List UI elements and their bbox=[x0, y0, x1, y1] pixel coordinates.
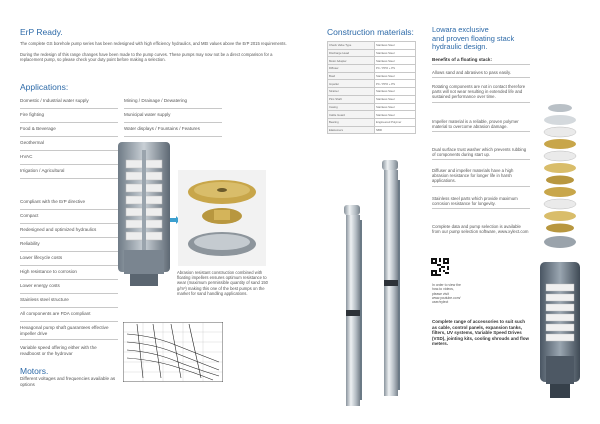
table-row bbox=[328, 111, 416, 119]
application-item: HVAC bbox=[20, 151, 118, 165]
feature-item: Variable speed offering either with the readboost or the hydrovar bbox=[20, 345, 97, 356]
table-row bbox=[328, 72, 416, 80]
material-value: Stainless Steel bbox=[375, 42, 416, 50]
material-value: Stainless Steel bbox=[375, 95, 416, 103]
impeller-parts-image bbox=[178, 170, 266, 271]
feature-item: Reliability bbox=[20, 238, 118, 252]
motors-text: Different voltages and frequencies available as options bbox=[20, 376, 116, 387]
pump-cutaway-image-2 bbox=[538, 260, 582, 405]
benefit-item: Stainless steel parts which provide maximum corrosion resistance for longevity. bbox=[432, 196, 530, 209]
feature-item: Compliant with the ErP directive bbox=[20, 196, 118, 210]
benefit-item: Impeller material is a reliable, proven polymer material to overcome abrasion damage. bbox=[432, 119, 530, 132]
feature-item: All components are FDA compliant bbox=[20, 308, 118, 322]
construction-materials-title: Construction materials: bbox=[327, 27, 414, 37]
qr-code-icon[interactable] bbox=[431, 258, 449, 281]
material-value: Stainless Steel bbox=[375, 49, 416, 57]
material-part: Pins Shaft bbox=[328, 95, 375, 103]
benefit-item: Diffuser and impeller materials have a high abrasion resistance for longer life in harsh applications. bbox=[432, 168, 530, 187]
material-value: Engineered Polymer bbox=[375, 118, 416, 126]
table-row bbox=[328, 95, 416, 103]
table-row bbox=[328, 57, 416, 65]
impeller-caption: Abrasion resistant construction combined with floating impellers ensures optimum resistance to wear (maximum permissible quantity of sand 150 g/m³) making this one of the best pumps on the market for sand handling applications. bbox=[177, 270, 269, 296]
title-line-2: and proven floating stack bbox=[432, 33, 515, 43]
material-part: Elastomers bbox=[328, 126, 375, 134]
material-value: Stainless Steel bbox=[375, 57, 416, 65]
material-value: Stainless Steel bbox=[375, 72, 416, 80]
benefits-title: Benefits of a floating stack: bbox=[432, 57, 530, 65]
floating-stack-title bbox=[432, 26, 542, 52]
application-item: Fire fighting bbox=[20, 109, 118, 123]
material-part: Bearing bbox=[328, 118, 375, 126]
exploded-stack-image bbox=[540, 102, 580, 257]
material-part: Bowl bbox=[328, 72, 375, 80]
title-line-1: Lowara exclusive bbox=[432, 25, 489, 34]
material-value: NBR bbox=[375, 126, 416, 134]
pump-curve-chart-image bbox=[123, 322, 223, 387]
table-row bbox=[328, 126, 416, 134]
material-part: Cable Guard bbox=[328, 111, 375, 119]
table-row bbox=[328, 80, 416, 88]
material-part: Discharge Head bbox=[328, 49, 375, 57]
material-value: PC / PPO + PS bbox=[375, 80, 416, 88]
erp-title: ErP Ready. bbox=[20, 27, 63, 37]
erp-intro-1: The complete GS borehole pump series has been redesigned with high efficiency hydraulics, and MEI values above the ErP 2015 requirements. bbox=[20, 41, 287, 46]
erp-intro-2: During the redesign of this range changes have been made to the pump curves. These pumps may now not be a direct comparison for a replacement pump, so please check your duty point before making a selection. bbox=[20, 52, 273, 63]
material-value: Stainless Steel bbox=[375, 111, 416, 119]
benefit-item: Allows sand and abrasives to pass easily. bbox=[432, 70, 530, 78]
qr-caption: In order to view the how-to videos, please visit www.youtube.com/ user/xylect bbox=[432, 283, 461, 305]
application-item: Irrigation / Agricultural bbox=[20, 165, 118, 179]
material-value: PC / PPO + PS bbox=[375, 65, 416, 73]
application-item: Domestic / Industrial water supply bbox=[20, 95, 118, 109]
benefit-item: Dual surface trust washer which prevents rubbing of components during start up. bbox=[432, 147, 530, 160]
table-row bbox=[328, 42, 416, 50]
material-part: Check Valve Type bbox=[328, 42, 375, 50]
material-part: Strainer bbox=[328, 88, 375, 96]
table-row bbox=[328, 118, 416, 126]
material-value: Stainless Steel bbox=[375, 88, 416, 96]
applications-title: Applications: bbox=[20, 82, 69, 92]
material-part: Impeller bbox=[328, 80, 375, 88]
application-item: Geothermal bbox=[20, 137, 118, 151]
title-line-3: hydraulic design. bbox=[432, 42, 488, 51]
benefit-item: Complete data and pump selection is available from our pump selection software, www.xylect.com bbox=[432, 224, 529, 235]
pump-cutaway-image bbox=[114, 138, 174, 293]
table-row bbox=[328, 65, 416, 73]
table-row bbox=[328, 103, 416, 111]
material-part: Diffuser bbox=[328, 65, 375, 73]
materials-table bbox=[327, 41, 416, 134]
feature-item: Stainless steel structure bbox=[20, 294, 118, 308]
application-item: Mining / Drainage / Dewatering bbox=[124, 95, 222, 109]
material-part: Casing bbox=[328, 103, 375, 111]
table-row bbox=[328, 88, 416, 96]
feature-item: Redesigned and optimized hydraulics bbox=[20, 224, 118, 238]
application-item: Municipal water supply bbox=[124, 109, 222, 123]
feature-item: Lower lifecycle costs bbox=[20, 252, 118, 266]
motors-title: Motors. bbox=[20, 366, 49, 376]
benefit-item: Rotating components are not in contact therefore parts will not wear resulting in extended life and sustained performance over time. bbox=[432, 84, 530, 103]
material-value: Stainless Steel bbox=[375, 103, 416, 111]
borehole-pumps-image bbox=[340, 160, 420, 415]
feature-item: High resistance to corrosion bbox=[20, 266, 118, 280]
material-part: Motor Adapter bbox=[328, 57, 375, 65]
table-row bbox=[328, 49, 416, 57]
feature-item: Compact bbox=[20, 210, 118, 224]
feature-item: Hexagonal pump shaft guarantees effective impeller drive bbox=[20, 325, 118, 340]
feature-item: Lower energy costs bbox=[20, 280, 118, 294]
application-item: Water displays / Fountains / Features bbox=[124, 123, 222, 137]
application-item: Food & Beverage bbox=[20, 123, 118, 137]
accessories-text: Complete range of accessories to suit such as cable, control panels, expansion tanks, filters, UV systems, Variable Speed Drives (VSD), jointing kits, cooling shrouds and flow meters. bbox=[432, 319, 529, 347]
